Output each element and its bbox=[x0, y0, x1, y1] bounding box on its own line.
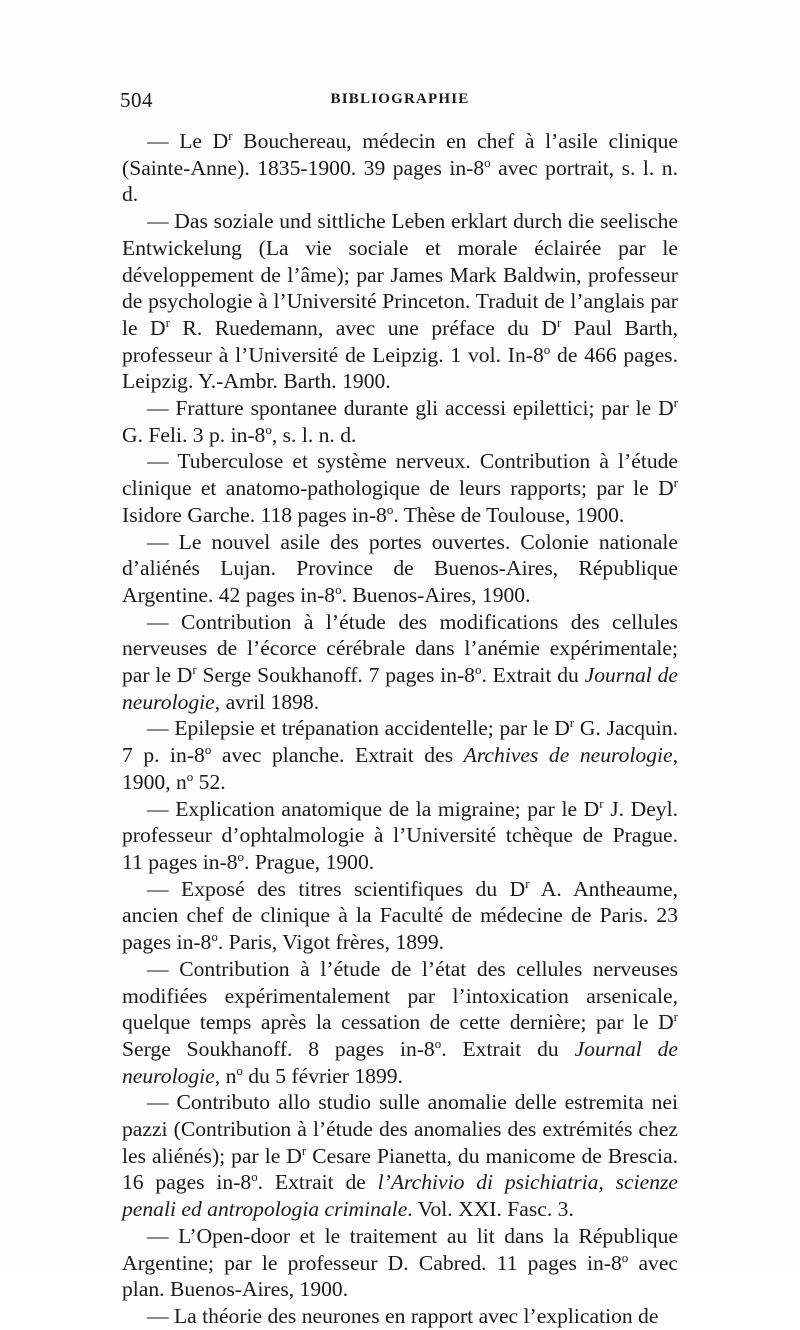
superscript: r bbox=[525, 875, 530, 891]
bibliography-entry bbox=[122, 395, 678, 448]
bibliography-entry bbox=[122, 715, 678, 795]
superscript: r bbox=[569, 715, 575, 731]
entry-text: , n bbox=[214, 1063, 237, 1088]
bibliography-entry bbox=[122, 956, 678, 1090]
italic-title: Journal de neurologie bbox=[122, 1036, 678, 1088]
bibliography-entry bbox=[122, 448, 678, 528]
superscript: o bbox=[265, 421, 272, 437]
entry-text: G. Jacquin. 7 p. in-8 bbox=[122, 716, 678, 768]
superscript: r bbox=[192, 662, 197, 678]
entry-text: . Extrait du bbox=[441, 1036, 575, 1061]
entry-text: — La théorie des neurones en rapport avec l’explication de bbox=[147, 1303, 659, 1328]
entry-text: de 466 pages. Leipzig. Y.-Ambr. Barth. 1900. bbox=[122, 342, 678, 394]
entry-text: J. Deyl. professeur d’ophtalmologie à l’Université tchèque de Prague. 11 pages in-8 bbox=[122, 796, 678, 874]
entry-text: — L’Open-door et le traitement au lit dans la République Argentine; par le professeur D. Cabred. 11 pages in-8 bbox=[122, 1223, 678, 1275]
entry-text: Serge Soukhanoff. 7 pages in-8 bbox=[196, 663, 475, 688]
bibliography-list bbox=[122, 128, 678, 1330]
entry-text: G. Feli. 3 p. in-8 bbox=[122, 422, 266, 447]
running-head: BIBLIOGRAPHIE bbox=[330, 91, 470, 107]
entry-text: du 5 février 1899. bbox=[242, 1063, 403, 1088]
superscript: o bbox=[251, 1169, 258, 1185]
entry-text: avec plan. Buenos-Aires, 1900. bbox=[122, 1250, 678, 1302]
superscript: r bbox=[599, 795, 604, 811]
bibliography-entry bbox=[122, 1089, 678, 1223]
entry-text: — Epilepsie et trépanation accidentelle; par le D bbox=[147, 716, 570, 741]
entry-text: Paul Barth, professeur à l’Université de Leipzig. 1 vol. In-8 bbox=[122, 315, 679, 367]
entry-text: A. Antheaume, ancien chef de clinique à la Faculté de médecine de Paris. 23 pages in-8 bbox=[122, 876, 679, 955]
italic-title: Journal de neurologie bbox=[122, 663, 678, 714]
bibliography-entry bbox=[122, 609, 678, 716]
bibliography-entry bbox=[122, 1223, 678, 1303]
bibliography-entry bbox=[122, 1303, 678, 1330]
superscript: o bbox=[386, 501, 394, 517]
entry-text: — Das soziale und sittliche Leben erklart durch die seelische Entwickelung (La vie sociale et morale éclairée par le développement de l’âme); par James Mark Baldwin, professeur de psychologie à l’Université Princeton. Traduit de l’anglais par le D bbox=[122, 209, 678, 340]
superscript: o bbox=[335, 581, 342, 597]
superscript: o bbox=[474, 662, 482, 678]
entry-text: 52. bbox=[193, 769, 226, 794]
entry-text: . Paris, Vigot frères, 1899. bbox=[217, 930, 445, 955]
superscript: o bbox=[434, 1035, 442, 1051]
entry-text: avec planche. Extrait des bbox=[211, 743, 464, 768]
entry-text: Isidore Garche. 118 pages in-8 bbox=[122, 502, 387, 527]
superscript: r bbox=[673, 395, 678, 410]
entry-text: Bouchereau, médecin en chef à l’asile clinique (Sainte-Anne). 1835-1900. 39 pages in-8 bbox=[122, 129, 679, 180]
page-header bbox=[120, 88, 680, 118]
entry-text: . Vol. XXI. Fasc. 3. bbox=[407, 1197, 574, 1222]
entry-text: — Explication anatomique de la migraine; par le D bbox=[147, 796, 600, 821]
entry-text: avec portrait, s. l. n. d. bbox=[122, 155, 678, 207]
bibliography-entry bbox=[122, 796, 678, 876]
superscript: o bbox=[237, 848, 245, 864]
superscript: r bbox=[228, 127, 233, 143]
bibliography-entry bbox=[122, 128, 678, 208]
superscript: r bbox=[556, 314, 562, 330]
superscript: o bbox=[484, 154, 491, 170]
entry-text: — Exposé des titres scientifiques du D bbox=[147, 876, 526, 901]
superscript: r bbox=[673, 1009, 678, 1025]
superscript: o bbox=[204, 742, 212, 758]
entry-text: — Tuberculose et système nerveux. Contribution à l’étude clinique et anatomo-pathologique de leurs rapports; par le D bbox=[122, 449, 678, 501]
entry-text: — Contributo allo studio sulle anomalie delle estremita nei pazzi (Contribution à l’étude des anomalies des extrémités chez les aliénés); par le D bbox=[122, 1090, 678, 1168]
superscript: o bbox=[621, 1249, 629, 1265]
bibliography-entry bbox=[122, 529, 678, 609]
entry-text: — Contribution à l’étude des modifications des cellules nerveuses de l’écorce cérébrale dans l’anémie expérimentale; par le D bbox=[122, 609, 678, 688]
entry-text: , 1900, n bbox=[122, 743, 678, 794]
entry-text: Serge Soukhanoff. 8 pages in-8 bbox=[122, 1036, 435, 1061]
page-number: 504 bbox=[120, 88, 153, 112]
italic-title: l’Archivio di psichiatria, scienze penali ed antropologia criminale bbox=[122, 1170, 678, 1222]
bibliography-entry bbox=[122, 876, 678, 956]
entry-text: — Contribution à l’étude de l’état des cellules nerveuses modifiées expérimentalement par l’intoxication arsenicale, quelque temps après la cessation de cette dernière; par le D bbox=[122, 956, 678, 1035]
superscript: o bbox=[186, 768, 194, 784]
superscript: r bbox=[673, 475, 678, 491]
superscript: o bbox=[211, 929, 218, 945]
bibliography-entry bbox=[122, 208, 678, 395]
superscript: o bbox=[236, 1062, 243, 1078]
italic-title: Archives de neurologie bbox=[463, 743, 673, 768]
entry-text: . Prague, 1900. bbox=[244, 849, 375, 874]
entry-text: . Buenos-Aires, 1900. bbox=[341, 582, 531, 607]
entry-text: — Le nouvel asile des portes ouvertes. Colonie nationale d’aliénés Lujan. Province de Buenos-Aires, République Argentine. 42 pages in-8 bbox=[122, 529, 678, 607]
entry-text: — Fratture spontanee durante gli accessi epilettici; par le D bbox=[147, 396, 674, 421]
entry-text: Cesare Pianetta, du manicome de Brescia. 16 pages in-8 bbox=[122, 1143, 678, 1195]
entry-text: , s. l. n. d. bbox=[271, 422, 357, 447]
entry-text: . Extrait du bbox=[481, 663, 585, 688]
entry-text: , avril 1898. bbox=[214, 689, 320, 714]
superscript: r bbox=[301, 1142, 307, 1158]
entry-text: — Le D bbox=[147, 129, 229, 153]
entry-text: . Extrait de bbox=[257, 1170, 378, 1195]
entry-text: R. Ruedemann, avec une préface du D bbox=[169, 315, 557, 340]
entry-text: . Thèse de Toulouse, 1900. bbox=[393, 502, 625, 527]
superscript: o bbox=[543, 341, 551, 357]
superscript: r bbox=[165, 314, 170, 330]
